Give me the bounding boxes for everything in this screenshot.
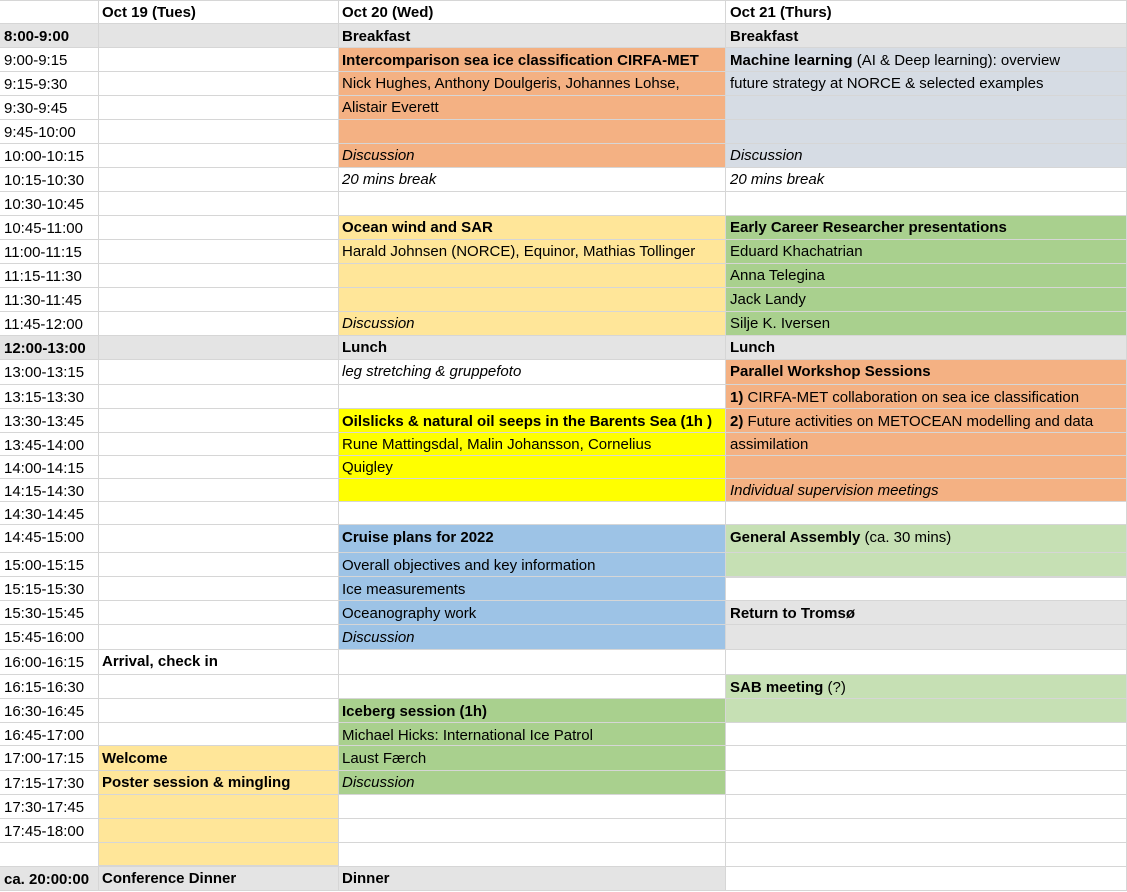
time-label: 9:45-10:00	[4, 124, 76, 141]
wed-iceberg-discussion: Discussion	[342, 774, 415, 791]
thurs-parallel-supervision: Individual supervision meetings	[730, 482, 939, 499]
gridline	[0, 384, 1127, 385]
gridline	[0, 674, 1127, 675]
tues-arrival: Arrival, check in	[102, 653, 218, 670]
wed-cruise-title: Cruise plans for 2022	[342, 529, 494, 546]
wed-cruise-discussion: Discussion	[342, 629, 415, 646]
thurs-parallel-title: Parallel Workshop Sessions	[730, 363, 931, 380]
gridline	[0, 600, 1127, 601]
gridline	[0, 287, 1127, 288]
wed-cirfa-people-2: Alistair Everett	[342, 99, 439, 116]
wed-oil-title: Oilslicks & natural oil seeps in the Barents Sea (1h )	[342, 413, 713, 430]
time-label: 13:15-13:30	[4, 389, 85, 406]
wed-cirfa-title: Intercomparison sea ice classification CIRFA-MET	[342, 52, 699, 69]
time-label: 15:00-15:15	[4, 557, 85, 574]
thurs-ecr-person-4: Silje K. Iversen	[730, 315, 831, 332]
time-label: 8:00-9:00	[4, 28, 70, 45]
thurs-sab-rest: (?)	[823, 679, 846, 696]
wed-break: 20 mins break	[342, 171, 437, 188]
time-label: 11:30-11:45	[4, 292, 82, 309]
time-label: 9:15-9:30	[4, 76, 68, 93]
gridline	[338, 0, 339, 890]
time-label: 15:45-16:00	[4, 629, 85, 646]
thurs-assembly-title: General Assembly	[730, 529, 861, 546]
gridline	[0, 818, 1127, 819]
time-label: 17:30-17:45	[4, 799, 85, 816]
thurs-parallel-session-2b: assimilation	[730, 436, 809, 453]
time-label: 11:45-12:00	[4, 316, 83, 333]
wed-iceberg-title: Iceberg session (1h)	[342, 703, 488, 720]
thurs-parallel-num-1: 1)	[730, 389, 744, 406]
wed-wind-discussion: Discussion	[342, 315, 415, 332]
tues-welcome: Welcome	[102, 750, 168, 767]
time-label: 14:45-15:00	[4, 529, 85, 546]
wed-oil-people: Rune Mattingsdal, Malin Johansson, Cornelius	[342, 436, 652, 453]
gridline	[0, 191, 1127, 192]
gridline	[0, 143, 1127, 144]
time-label: 10:45-11:00	[4, 220, 83, 237]
thurs-ml-line-1	[730, 49, 1060, 73]
gridline	[0, 722, 1127, 723]
gridline	[0, 119, 1127, 120]
thurs-parallel-text-2: Future activities on METOCEAN modelling and data	[743, 413, 1094, 430]
thurs-return: Return to Tromsø	[730, 605, 856, 622]
time-label: 10:15-10:30	[4, 172, 85, 189]
time-label: 16:00-16:15	[4, 654, 85, 671]
thurs-ml-discussion: Discussion	[730, 147, 803, 164]
time-label: 16:15-16:30	[4, 679, 85, 696]
row-bg-breakfast	[0, 24, 1127, 48]
wed-cruise-item-3: Oceanography work	[342, 605, 477, 622]
thurs-parallel-session-2	[730, 410, 1093, 434]
time-label: 14:15-14:30	[4, 483, 85, 500]
time-label: 14:00-14:15	[4, 460, 85, 477]
time-label: 17:15-17:30	[4, 775, 85, 792]
time-label: 12:00-13:00	[4, 340, 86, 357]
thurs-sab-title: SAB meeting	[730, 679, 824, 696]
thurs-ecr-person-2: Anna Telegina	[730, 267, 825, 284]
wed-cruise-item-2: Ice measurements	[342, 581, 466, 598]
time-label: 11:15-11:30	[4, 268, 82, 285]
thurs-parallel-text-1: CIRFA-MET collaboration on sea ice classification	[743, 389, 1080, 406]
thurs-assembly-rest: (ca. 30 mins)	[860, 529, 952, 546]
time-label: 15:15-15:30	[4, 581, 85, 598]
thurs-ecr-person-3: Jack Landy	[730, 291, 806, 308]
time-label: 10:30-10:45	[4, 196, 85, 213]
thurs-ecr-title: Early Career Researcher presentations	[730, 219, 1007, 236]
wed-dinner: Dinner	[342, 870, 390, 887]
time-label: 17:45-18:00	[4, 823, 85, 840]
time-label: 15:30-15:45	[4, 605, 85, 622]
wed-cruise-item-1: Overall objectives and key information	[342, 557, 596, 574]
thurs-break: 20 mins break	[730, 171, 825, 188]
wed-stretch: leg stretching & gruppefoto	[342, 363, 522, 380]
thurs-ml-line-2: future strategy at NORCE & selected examples	[730, 75, 1044, 92]
gridline	[0, 311, 1127, 312]
gridline	[0, 167, 1127, 168]
time-label: 14:30-14:45	[4, 506, 85, 523]
wed-lunch: Lunch	[342, 339, 387, 356]
wed-cirfa-people: Nick Hughes, Anthony Doulgeris, Johannes Lohse,	[342, 75, 680, 92]
time-label: 10:00-10:15	[4, 148, 85, 165]
time-label: 17:00-17:15	[4, 750, 85, 767]
thurs-ecr-person-1: Eduard Khachatrian	[730, 243, 863, 260]
header-thurs: Oct 21 (Thurs)	[730, 4, 832, 21]
tues-poster: Poster session & mingling	[102, 774, 291, 791]
time-label: 16:45-17:00	[4, 727, 85, 744]
gridline	[0, 501, 1127, 502]
wed-breakfast: Breakfast	[342, 28, 411, 45]
time-label: 11:00-11:15	[4, 244, 82, 261]
header-wed: Oct 20 (Wed)	[342, 4, 434, 21]
thurs-ml-rest: (AI & Deep learning): overview	[852, 52, 1061, 69]
time-label: 13:00-13:15	[4, 364, 85, 381]
wed-cirfa-discussion: Discussion	[342, 147, 415, 164]
thurs-breakfast: Breakfast	[730, 28, 799, 45]
gridline	[98, 0, 99, 890]
gridline	[0, 478, 1127, 479]
gridline	[725, 0, 726, 890]
wed-oil-people-2: Quigley	[342, 459, 393, 476]
thurs-ml-title: Machine learning	[730, 52, 853, 69]
time-label: 13:30-13:45	[4, 413, 85, 430]
gridline	[0, 47, 1127, 48]
time-label: 13:45-14:00	[4, 437, 85, 454]
header-tues: Oct 19 (Tues)	[102, 4, 196, 21]
wed-wind-people: Harald Johnsen (NORCE), Equinor, Mathias Tollinger	[342, 243, 696, 260]
thurs-parallel-session-1	[730, 386, 1079, 410]
time-label: ca. 20:00:00	[4, 871, 90, 888]
time-label: 9:30-9:45	[4, 100, 68, 117]
gridline	[0, 624, 1127, 625]
gridline	[0, 359, 1127, 360]
thurs-assembly	[730, 526, 951, 550]
time-label: 9:00-9:15	[4, 52, 68, 69]
wed-wind-title: Ocean wind and SAR	[342, 219, 493, 236]
gridline	[0, 698, 1127, 699]
wed-iceberg-people: Michael Hicks: International Ice Patrol	[342, 727, 593, 744]
tues-dinner: Conference Dinner	[102, 870, 237, 887]
gridline	[0, 335, 1127, 336]
thurs-lunch: Lunch	[730, 339, 775, 356]
gridline	[0, 524, 1127, 525]
thurs-sab	[730, 676, 846, 700]
gridline	[0, 842, 1127, 843]
row-bg-lunch	[0, 336, 1127, 360]
wed-iceberg-people-2: Laust Færch	[342, 750, 427, 767]
gridline	[0, 552, 1127, 553]
time-label: 16:30-16:45	[4, 703, 85, 720]
thurs-parallel-num-2: 2)	[730, 413, 744, 430]
